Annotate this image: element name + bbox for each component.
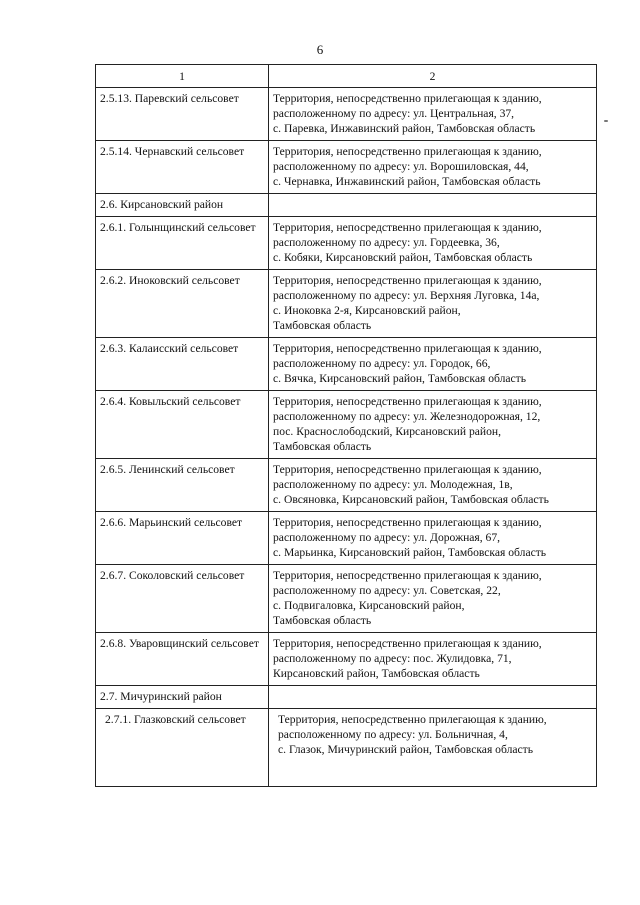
row-name-cell [96, 391, 269, 459]
row-desc-cell [269, 338, 597, 391]
row-desc-line: с. Подвигаловка, Кирсановский район, [273, 599, 465, 612]
row-desc-line: расположенному по адресу: пос. Жулидовка, 71, [273, 652, 512, 665]
row-name-cell [96, 270, 269, 338]
row-desc-line: расположенному по адресу: ул. Дорожная, 67, [273, 531, 501, 544]
table-row [96, 88, 597, 141]
row-desc-line: Территория, непосредственно прилегающая к зданию, [273, 395, 542, 408]
row-name-cell [96, 709, 269, 787]
row-desc-line: с. Овсяновка, Кирсановский район, Тамбовская область [273, 493, 549, 506]
table-row [96, 217, 597, 270]
row-desc-line: расположенному по адресу: ул. Городок, 66, [273, 357, 491, 370]
row-name-cell [96, 217, 269, 270]
header-col-2: 2 [269, 65, 597, 88]
row-desc-line: Территория, непосредственно прилегающая к зданию, [273, 274, 542, 287]
row-desc-cell [269, 194, 597, 217]
table-row [96, 633, 597, 686]
row-name-cell [96, 88, 269, 141]
row-desc-line: Территория, непосредственно прилегающая к зданию, [273, 516, 542, 529]
table-row [96, 141, 597, 194]
row-desc-line: расположенному по адресу: ул. Центральная, 37, [273, 107, 515, 120]
row-desc-line: расположенному по адресу: ул. Больничная, 4, [278, 728, 508, 741]
row-name: 2.6.5. Ленинский сельсовет [100, 463, 235, 476]
row-desc-line: с. Вячка, Кирсановский район, Тамбовская область [273, 372, 527, 385]
row-desc-line: с. Иноковка 2-я, Кирсановский район, [273, 304, 461, 317]
row-name: 2.6.6. Марьинский сельсовет [100, 516, 243, 529]
row-desc-cell [269, 565, 597, 633]
row-desc-line: с. Паревка, Инжавинский район, Тамбовская область [273, 122, 536, 135]
header-col-1: 1 [96, 65, 269, 88]
row-desc-line: расположенному по адресу: ул. Верхняя Луговка, 14а, [273, 289, 540, 302]
row-desc-line: Территория, непосредственно прилегающая к зданию, [273, 221, 542, 234]
row-name-cell [96, 686, 269, 709]
row-desc-line: расположенному по адресу: ул. Молодежная, 1в, [273, 478, 513, 491]
row-name: 2.6.1. Голынщинский сельсовет [100, 221, 256, 234]
row-name: 2.7.1. Глазковский сельсовет [105, 713, 246, 726]
row-desc-cell [269, 141, 597, 194]
row-desc-cell [269, 512, 597, 565]
row-desc-line: расположенному по адресу: ул. Железнодорожная, 12, [273, 410, 541, 423]
row-desc-line: Кирсановский район, Тамбовская область [273, 667, 480, 680]
row-desc-line: с. Чернавка, Инжавинский район, Тамбовская область [273, 175, 541, 188]
row-desc-line: Территория, непосредственно прилегающая к зданию, [273, 145, 542, 158]
row-name-cell [96, 565, 269, 633]
row-name-cell [96, 633, 269, 686]
table-row [96, 338, 597, 391]
row-desc-line: с. Глазок, Мичуринский район, Тамбовская область [278, 743, 534, 756]
row-desc-cell [269, 217, 597, 270]
row-desc-cell [269, 270, 597, 338]
row-desc-cell [269, 686, 597, 709]
row-name-cell [96, 141, 269, 194]
row-desc-line: Территория, непосредственно прилегающая к зданию, [273, 569, 542, 582]
row-name: 2.6.8. Уваровщинский сельсовет [100, 637, 259, 650]
page-number: 6 [316, 42, 324, 57]
row-name: 2.6.2. Иноковский сельсовет [100, 274, 240, 287]
row-name: 2.6.4. Ковыльский сельсовет [100, 395, 241, 408]
row-name: 2.6. Кирсановский район [100, 198, 224, 211]
row-name-cell [96, 194, 269, 217]
row-desc-line: расположенному по адресу: ул. Ворошиловская, 44, [273, 160, 529, 173]
row-desc-line: Территория, непосредственно прилегающая к зданию, [273, 92, 542, 105]
row-name-cell [96, 338, 269, 391]
row-desc-line: Территория, непосредственно прилегающая к зданию, [278, 713, 547, 726]
row-desc-cell [269, 709, 597, 787]
row-desc-line: Территория, непосредственно прилегающая к зданию, [273, 463, 542, 476]
table-header-row [96, 65, 597, 88]
row-desc-line: пос. Краснослободский, Кирсановский район, [273, 425, 502, 438]
table-row [96, 512, 597, 565]
row-desc-line: расположенному по адресу: ул. Советская, 22, [273, 584, 501, 597]
row-name: 2.5.13. Паревский сельсовет [100, 92, 239, 105]
table-row [96, 391, 597, 459]
table-row [96, 709, 597, 787]
row-desc-cell [269, 459, 597, 512]
table-row [96, 270, 597, 338]
table-row [96, 459, 597, 512]
row-name: 2.7. Мичуринский район [100, 690, 222, 703]
scan-mark [604, 120, 608, 122]
row-desc-cell [269, 391, 597, 459]
row-desc-line: расположенному по адресу: ул. Гордеевка, 36, [273, 236, 500, 249]
row-name: 2.6.7. Соколовский сельсовет [100, 569, 245, 582]
row-desc-line: с. Марьинка, Кирсановский район, Тамбовская область [273, 546, 547, 559]
row-name-cell [96, 512, 269, 565]
row-name: 2.5.14. Чернавский сельсовет [100, 145, 245, 158]
table-row [96, 194, 597, 217]
table-row [96, 565, 597, 633]
row-desc-line: Тамбовская область [273, 614, 372, 627]
row-desc-line: Тамбовская область [273, 440, 372, 453]
row-name: 2.6.3. Калаисский сельсовет [100, 342, 239, 355]
row-name-cell [96, 459, 269, 512]
row-desc-line: Территория, непосредственно прилегающая к зданию, [273, 637, 542, 650]
row-desc-cell [269, 633, 597, 686]
table-row [96, 686, 597, 709]
territory-table [95, 64, 597, 787]
row-desc-line: с. Кобяки, Кирсановский район, Тамбовская область [273, 251, 533, 264]
row-desc-cell [269, 88, 597, 141]
row-desc-line: Территория, непосредственно прилегающая к зданию, [273, 342, 542, 355]
row-desc-line: Тамбовская область [273, 319, 372, 332]
